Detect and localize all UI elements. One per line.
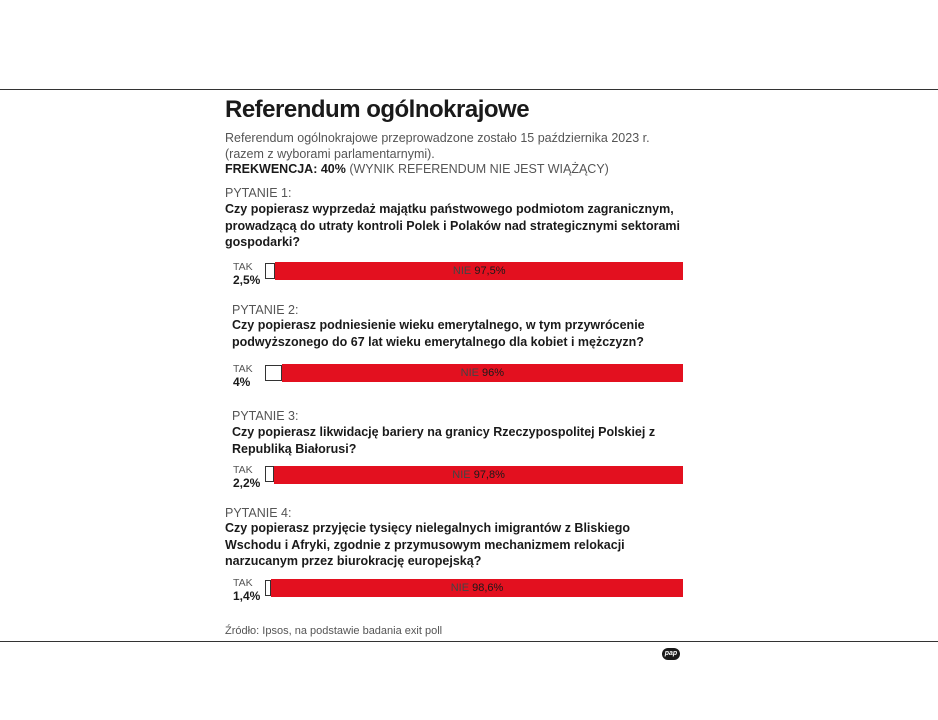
question-2-tak-label: TAK — [233, 363, 253, 375]
question-1-nie-label: NIE — [452, 265, 472, 277]
question-4-tak-label: TAK — [233, 577, 253, 589]
question-3-nie-label: NIE — [452, 469, 471, 481]
question-1-label: PYTANIE 1: — [225, 186, 292, 200]
question-1-tak-bar — [265, 263, 275, 279]
question-2-label: PYTANIE 2: — [232, 303, 299, 317]
question-2-nie-text — [461, 364, 504, 382]
question-4-nie-label: NIE — [450, 582, 470, 594]
turnout-line — [225, 162, 609, 176]
pap-logo-icon: pap — [662, 648, 680, 660]
question-1-text: Czy popierasz wyprzedaż majątku państwowego podmiotom zagranicznym, prowadzącą do utraty kontroli Polek i Polaków nad strategicznymi sektorami gospodarki? — [225, 202, 680, 249]
chart-subtitle — [225, 130, 650, 162]
question-4-nie-value: 98,6% — [472, 582, 504, 594]
subtitle-line-2: (razem z wyborami parlamentarnymi). — [225, 147, 435, 161]
question-2-nie-value: 96% — [482, 367, 505, 379]
top-rule — [0, 89, 938, 90]
subtitle-line-1: Referendum ogólnokrajowe przeprowadzone zostało 15 października 2023 r. — [225, 131, 650, 145]
question-3-tak-bar — [265, 466, 274, 482]
question-4-text: Czy popierasz przyjęcie tysięcy nielegalnych imigrantów z Bliskiego Wschodu i Afryki, zgodnie z przymusowym mechanizmem relokacji narzucanym przez biurokrację europejską? — [225, 521, 630, 568]
turnout-label: FREKWENCJA: 40% — [225, 162, 346, 176]
question-3-label: PYTANIE 3: — [232, 409, 299, 423]
question-3-text: Czy popierasz likwidację bariery na granicy Rzeczypospolitej Polskiej z Republiką Białorusi? — [232, 425, 656, 456]
question-1-nie-text — [453, 262, 506, 280]
question-1-nie-value: 97,5% — [474, 265, 506, 277]
question-2-tak-value: 4% — [233, 375, 251, 389]
chart-title: Referendum ogólnokrajowe — [225, 96, 530, 123]
question-3-nie-text — [452, 466, 505, 484]
source-note: Źródło: Ipsos, na podstawie badania exit poll — [225, 625, 443, 637]
question-2-text: Czy popierasz podniesienie wieku emerytalnego, w tym przywrócenie podwyższonego do 67 lat wieku emerytalnego dla kobiet i mężczyzn? — [232, 318, 645, 349]
question-3-tak-value: 2,2% — [233, 476, 261, 490]
question-4-nie-text — [451, 579, 504, 597]
question-1-tak-label: TAK — [233, 261, 253, 273]
question-3-tak-label: TAK — [233, 464, 253, 476]
question-2-nie-label: NIE — [460, 367, 479, 379]
bottom-rule — [0, 641, 938, 642]
turnout-note: (WYNIK REFERENDUM NIE JEST WIĄŻĄCY) — [345, 162, 609, 176]
question-4-tak-value: 1,4% — [233, 589, 261, 603]
question-2-tak-bar — [265, 365, 282, 381]
question-4-label: PYTANIE 4: — [225, 506, 292, 520]
question-3-nie-value: 97,8% — [473, 469, 505, 481]
question-1-tak-value: 2,5% — [233, 273, 261, 287]
